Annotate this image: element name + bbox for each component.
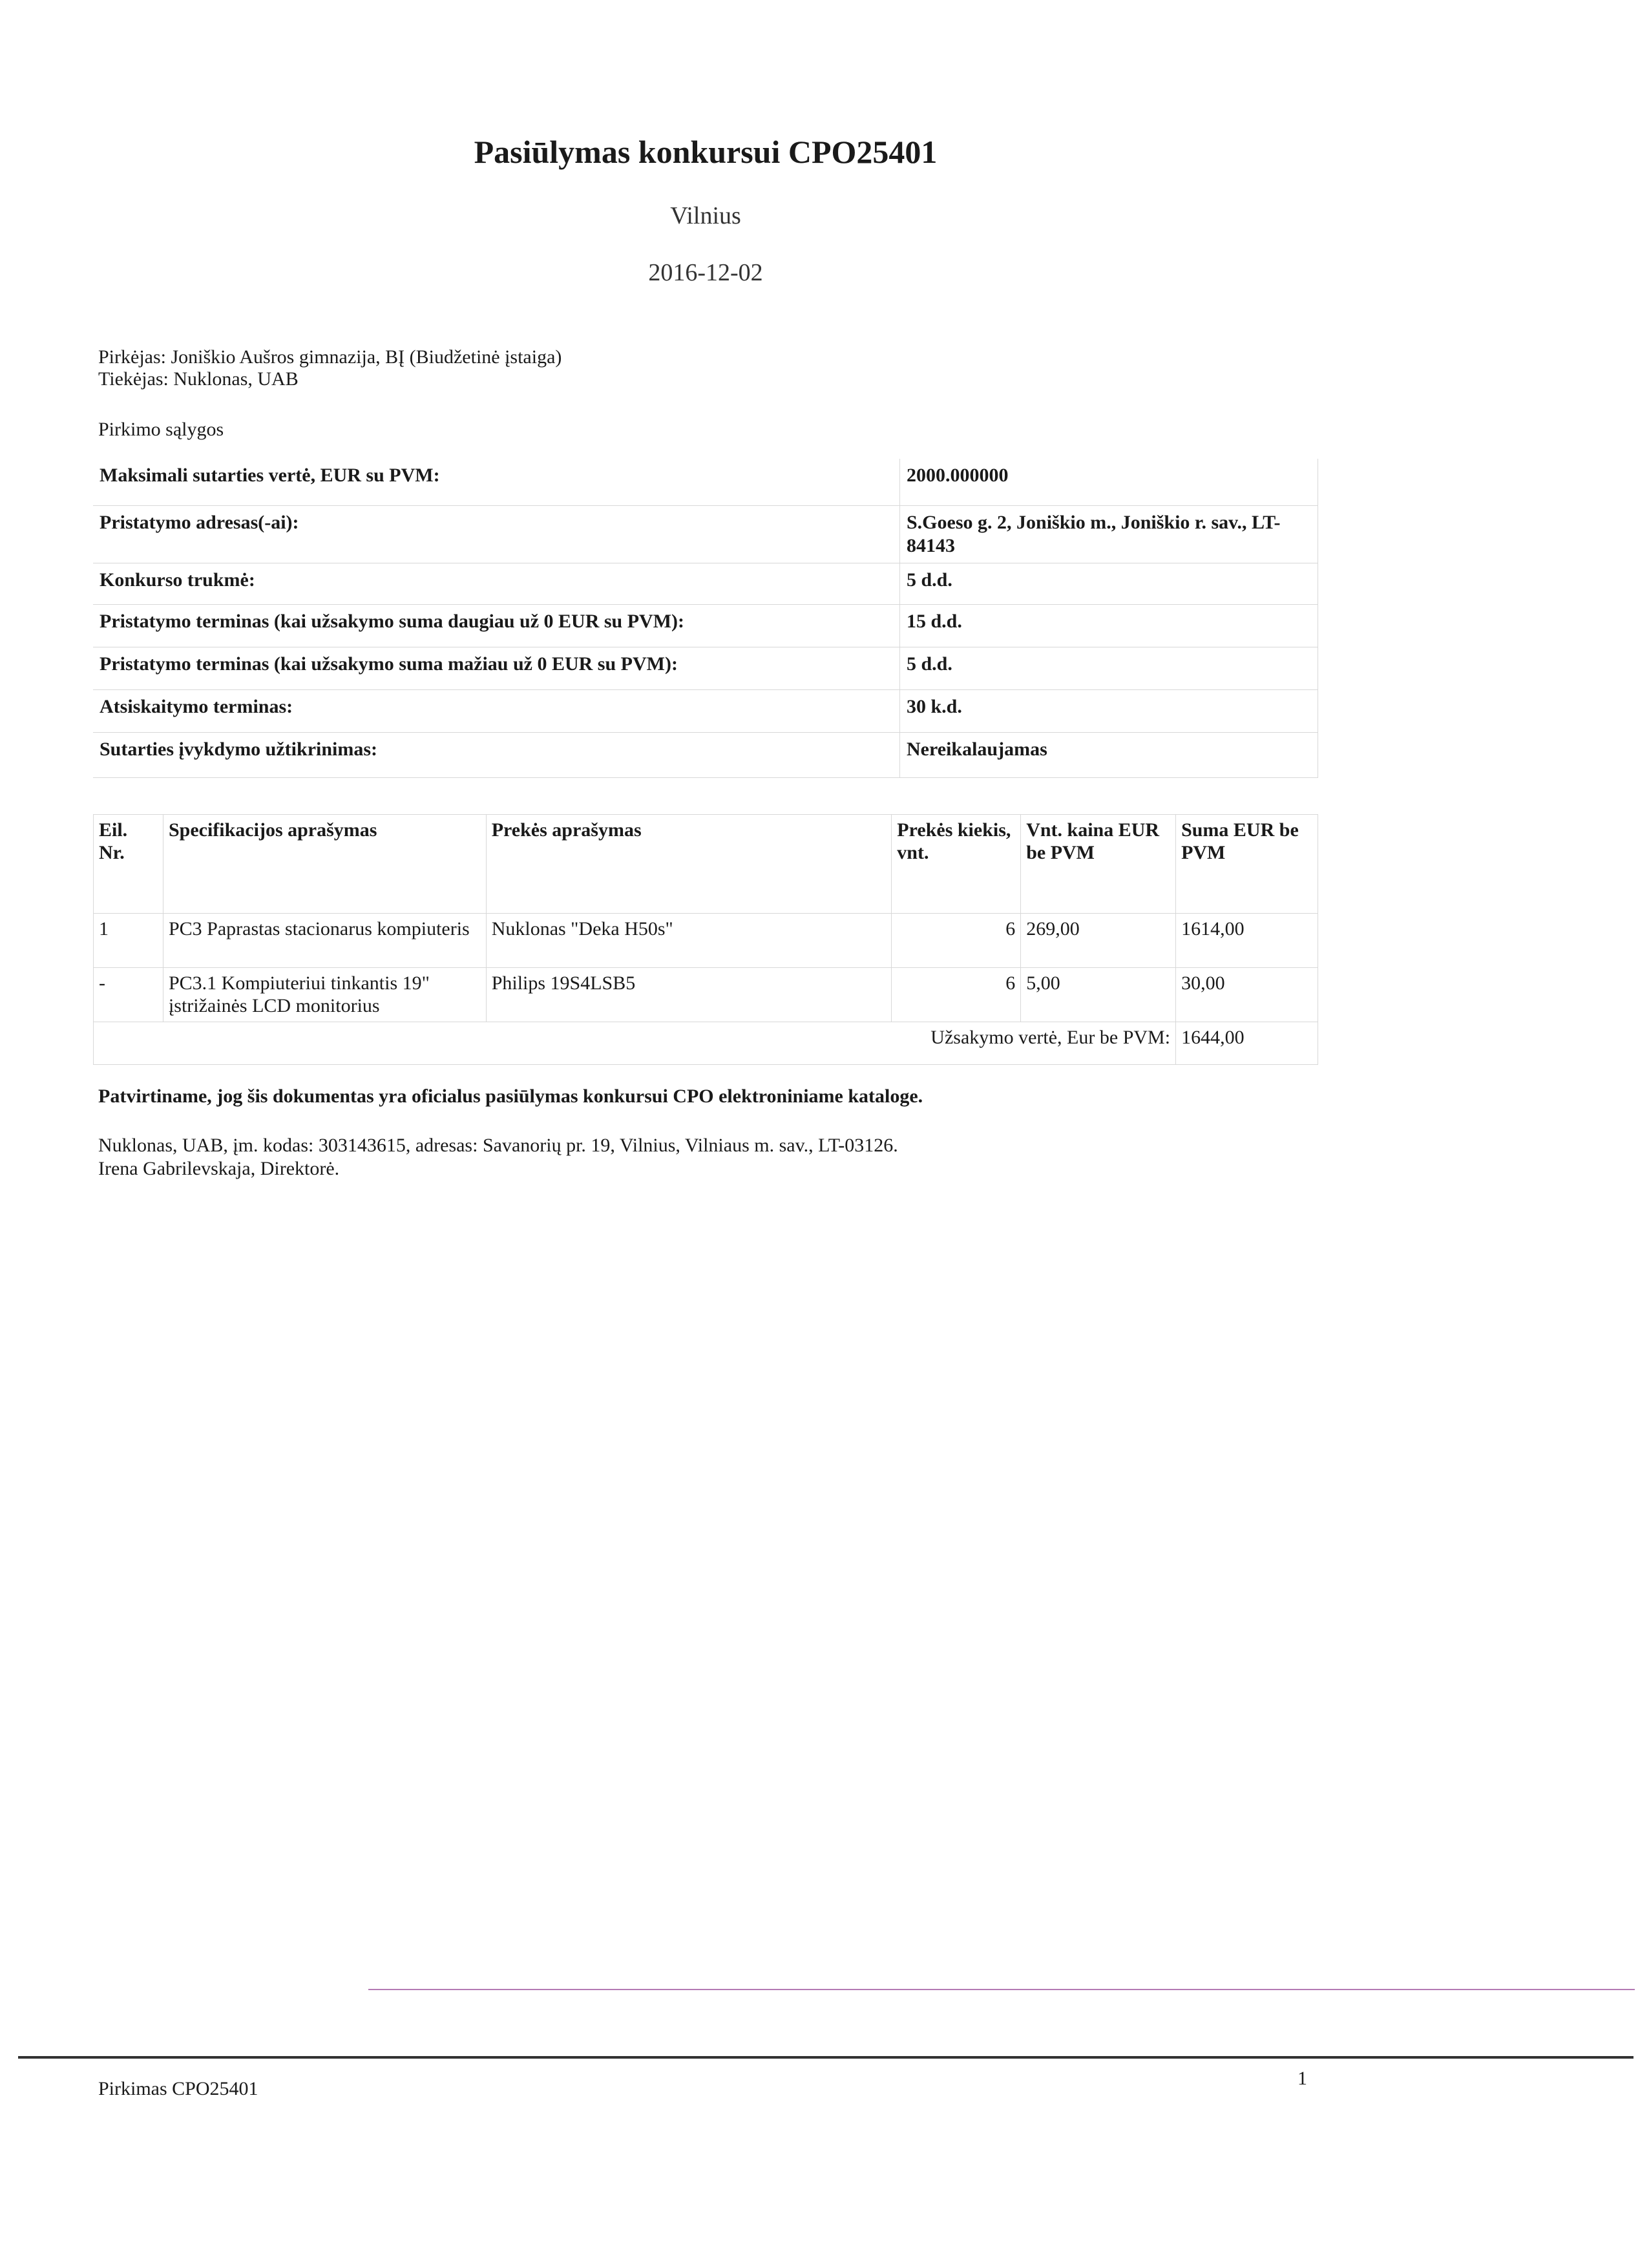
table-row bbox=[94, 914, 1318, 968]
supplier-line: Tiekėjas: Nuklonas, UAB bbox=[98, 368, 299, 390]
document-title: Pasiūlymas konkursui CPO25401 bbox=[474, 134, 938, 170]
total-label: Užsakymo vertė, Eur be PVM: bbox=[94, 1022, 1176, 1065]
condition-key: Pristatymo adresas(-ai): bbox=[93, 505, 900, 563]
table-row bbox=[94, 968, 1318, 1022]
condition-key: Pristatymo terminas (kai užsakymo suma mažiau už 0 EUR su PVM): bbox=[93, 647, 900, 689]
condition-value: 5 d.d. bbox=[900, 647, 1318, 689]
items-table bbox=[93, 814, 1318, 1065]
conditions-heading: Pirkimo sąlygos bbox=[98, 419, 224, 440]
condition-value: 15 d.d. bbox=[900, 604, 1318, 647]
condition-value: 5 d.d. bbox=[900, 563, 1318, 604]
cell-sum: 30,00 bbox=[1176, 968, 1318, 1022]
condition-key: Maksimali sutarties vertė, EUR su PVM: bbox=[93, 459, 900, 505]
total-row bbox=[94, 1022, 1318, 1065]
conditions-row bbox=[93, 689, 1318, 732]
condition-key: Atsiskaitymo terminas: bbox=[93, 689, 900, 732]
column-header-nr: Eil. Nr. bbox=[94, 815, 163, 914]
conditions-row bbox=[93, 647, 1318, 689]
column-header-spec: Specifikacijos aprašymas bbox=[163, 815, 486, 914]
total-value: 1644,00 bbox=[1176, 1022, 1318, 1065]
conditions-row bbox=[93, 732, 1318, 777]
cell-quantity: 6 bbox=[892, 968, 1021, 1022]
condition-value: 2000.000000 bbox=[900, 459, 1318, 505]
condition-value: Nereikalaujamas bbox=[900, 732, 1318, 777]
conditions-table bbox=[93, 459, 1318, 778]
supplier-details: Nuklonas, UAB, įm. kodas: 303143615, adresas: Savanorių pr. 19, Vilnius, Vilniaus m. sav., LT-03126. bbox=[98, 1135, 898, 1156]
condition-key: Konkurso trukmė: bbox=[93, 563, 900, 604]
scan-artifact-line bbox=[368, 1989, 1635, 1990]
condition-value: 30 k.d. bbox=[900, 689, 1318, 732]
cell-sum: 1614,00 bbox=[1176, 914, 1318, 968]
column-header-unit-price: Vnt. kaina EUR be PVM bbox=[1021, 815, 1176, 914]
items-header-row bbox=[94, 815, 1318, 914]
cell-quantity: 6 bbox=[892, 914, 1021, 968]
condition-value: S.Goeso g. 2, Joniškio m., Joniškio r. sav., LT-84143 bbox=[900, 505, 1318, 563]
cell-unit-price: 5,00 bbox=[1021, 968, 1176, 1022]
cell-nr: 1 bbox=[94, 914, 163, 968]
column-header-sum: Suma EUR be PVM bbox=[1176, 815, 1318, 914]
cell-unit-price: 269,00 bbox=[1021, 914, 1176, 968]
footer-divider bbox=[18, 2056, 1633, 2059]
cell-spec: PC3.1 Kompiuteriui tinkantis 19" įstrižainės LCD monitorius bbox=[163, 968, 486, 1022]
column-header-quantity: Prekės kiekis, vnt. bbox=[892, 815, 1021, 914]
column-header-product: Prekės aprašymas bbox=[486, 815, 892, 914]
cell-nr: - bbox=[94, 968, 163, 1022]
cell-product: Philips 19S4LSB5 bbox=[486, 968, 892, 1022]
conditions-row bbox=[93, 459, 1318, 505]
document-city: Vilnius bbox=[670, 202, 741, 229]
supplier-signatory: Irena Gabrilevskaja, Direktorė. bbox=[98, 1158, 340, 1179]
document-date: 2016-12-02 bbox=[648, 259, 763, 286]
cell-product: Nuklonas "Deka H50s" bbox=[486, 914, 892, 968]
conditions-row bbox=[93, 604, 1318, 647]
conditions-row bbox=[93, 563, 1318, 604]
condition-key: Sutarties įvykdymo užtikrinimas: bbox=[93, 732, 900, 777]
condition-key: Pristatymo terminas (kai užsakymo suma daugiau už 0 EUR su PVM): bbox=[93, 604, 900, 647]
footer-text: Pirkimas CPO25401 bbox=[98, 2078, 258, 2099]
cell-spec: PC3 Paprastas stacionarus kompiuteris bbox=[163, 914, 486, 968]
page-number: 1 bbox=[1297, 2068, 1307, 2089]
buyer-line: Pirkėjas: Joniškio Aušros gimnazija, BĮ (Biudžetinė įstaiga) bbox=[98, 346, 562, 368]
confirmation-statement: Patvirtiname, jog šis dokumentas yra oficialus pasiūlymas konkursui CPO elektroniniame kataloge. bbox=[98, 1086, 923, 1107]
conditions-row bbox=[93, 505, 1318, 563]
